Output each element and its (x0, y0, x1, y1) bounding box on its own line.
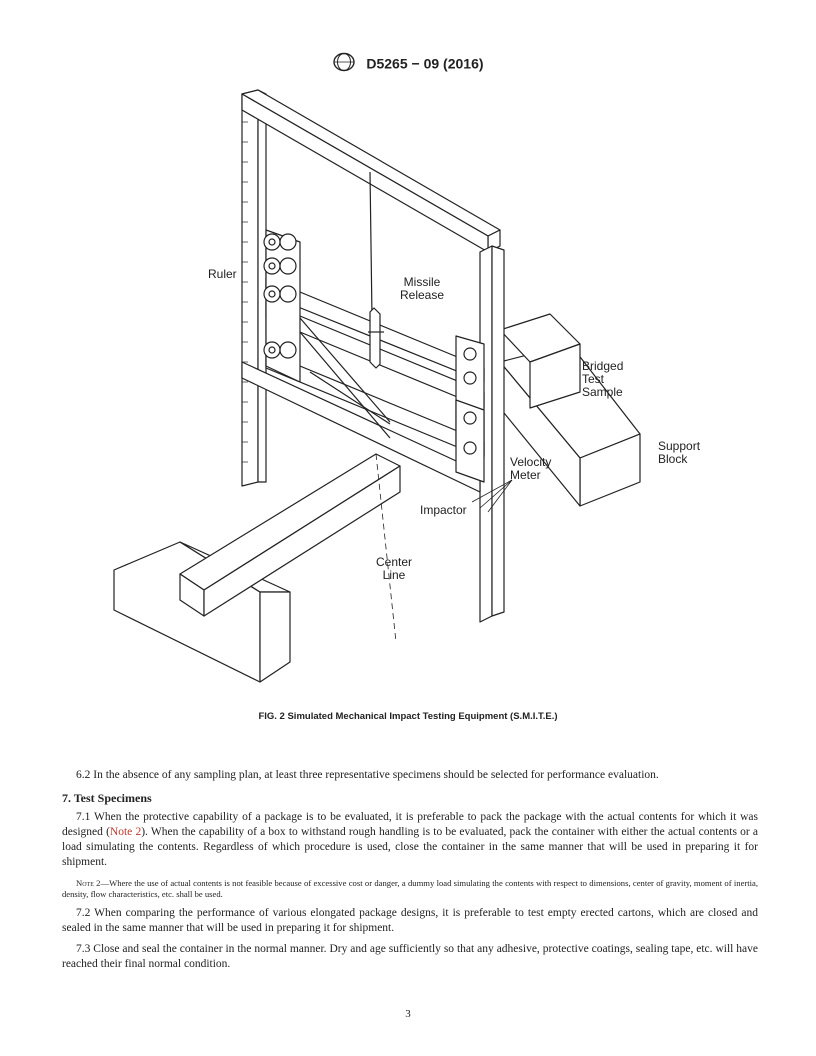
note-2: Note 2—Where the use of actual contents is not feasible because of excessive cost or danger, a dummy load simulating the contents with respect to dimensions, center of gravity, moment of inertia, density, flow characteristics, etc. shall be used. (62, 878, 758, 899)
paragraph-7-3: 7.3 Close and seal the container in the normal manner. Dry and age sufficiently so that any adhesive, protective coatings, sealing tape, etc. will have reached their final normal condition. (62, 943, 758, 970)
label-ruler: Ruler (208, 267, 237, 281)
equipment-drawing (100, 82, 720, 702)
label-support-block: Support Block (658, 439, 701, 466)
label-center-line: Center Line (376, 555, 413, 582)
smite-equipment-figure (100, 82, 720, 702)
paragraph-7-1: 7.1 When the protective capability of a package is to be evaluated, it is preferable to pack the package with the actual contents for which it was designed (Note 2). When the capability of a box to withstand rough handling is to be evaluated, pack the container with either the actual contents or a load simulating the contents. Regardless of which procedure is used, close the container in the same manner that will be used in preparing it for shipment. (62, 811, 758, 868)
page-header (0, 52, 816, 75)
note-2-link[interactable]: Note 2 (109, 826, 142, 838)
section-7-heading: 7. Test Specimens (62, 791, 152, 805)
label-impactor: Impactor (420, 503, 467, 517)
document-body (62, 768, 758, 972)
label-missile-release: Missile Release (400, 275, 445, 302)
note-2-label: Note 2 (76, 878, 101, 888)
standard-designation: D5265 − 09 (2016) (366, 55, 484, 72)
label-bridged-test-sample: Bridged Test Sample (582, 359, 624, 399)
figure-caption: FIG. 2 Simulated Mechanical Impact Testing Equipment (S.M.I.T.E.) (258, 711, 558, 722)
label-velocity-meter: Velocity Meter (510, 455, 552, 482)
page-number: 3 (405, 1008, 411, 1020)
paragraph-7-2: 7.2 When comparing the performance of various elongated package designs, it is preferable to test empty erected cartons, which are closed and sealed in the same manner that will be used in preparing it for shipment. (62, 907, 758, 934)
paragraph-6-2: 6.2 In the absence of any sampling plan, at least three representative specimens should be selected for performance evaluation. (76, 769, 659, 781)
astm-logo-icon (332, 52, 356, 75)
